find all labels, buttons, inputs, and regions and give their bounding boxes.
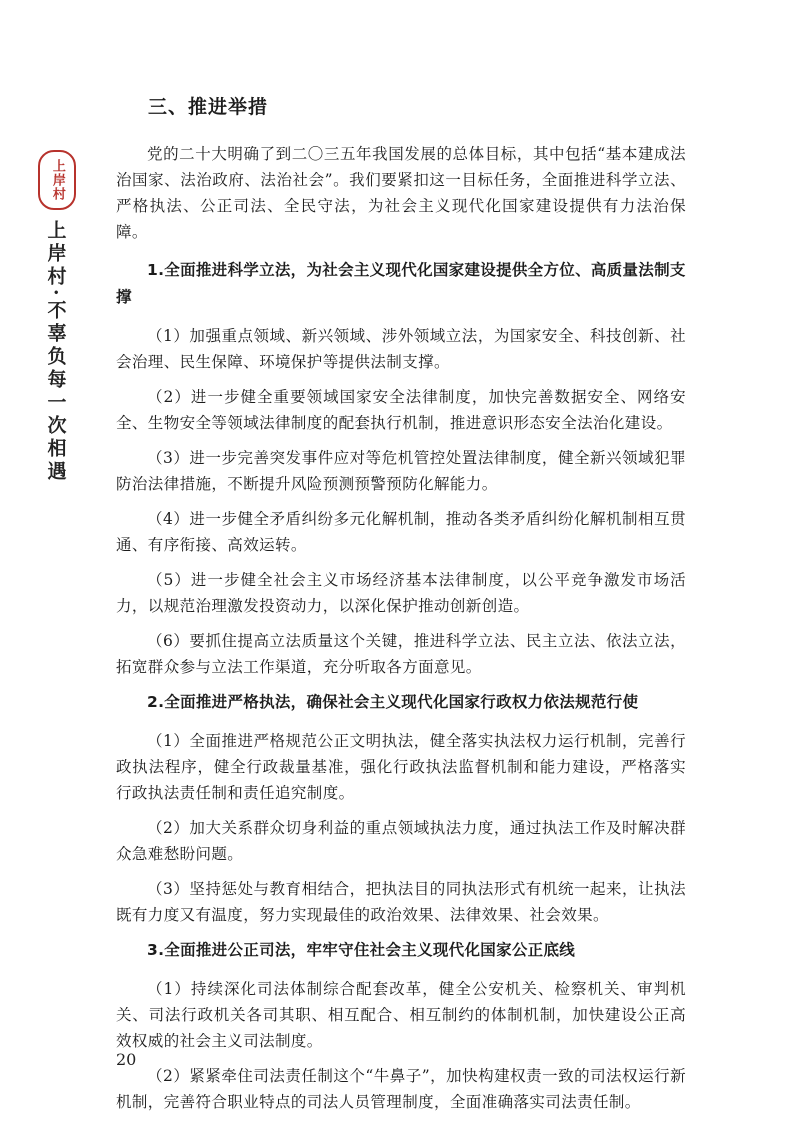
list-item: （2）加大关系群众切身利益的重点领域执法力度，通过执法工作及时解决群众急难愁盼问题。	[116, 819, 686, 863]
side-motto: 上岸村·不辜负每一次相遇	[44, 220, 67, 484]
side-brand	[38, 150, 74, 484]
list-item: （3）进一步完善突发事件应对等危机管控处置法律制度，健全新兴领域犯罪防治法律措施，不断提升风险预测预警预防化解能力。	[116, 449, 686, 493]
list-item: （6）要抓住提高立法质量这个关键，推进科学立法、民主立法、依法立法，拓宽群众参与立法工作渠道，充分听取各方面意见。	[116, 632, 686, 676]
subsection-heading-2: 2.全面推进严格执法，确保社会主义现代化国家行政权力依法规范行使	[147, 693, 639, 711]
list-item: （1）全面推进严格规范公正文明执法，健全落实执法权力运行机制，完善行政执法程序，健全行政裁量基准，强化行政执法监督机制和能力建设，严格落实行政执法责任制和责任追究制度。	[116, 732, 686, 802]
section-title: 三、推进举措	[148, 96, 269, 118]
subsection-heading-3: 3.全面推进公正司法，牢牢守住社会主义现代化国家公正底线	[147, 941, 576, 959]
list-item: （1）加强重点领域、新兴领域、涉外领域立法，为国家安全、科技创新、社会治理、民生保障、环境保护等提供法制支撑。	[116, 327, 686, 371]
intro-paragraph: 党的二十大明确了到二〇三五年我国发展的总体目标，其中包括“基本建成法治国家、法治政府、法治社会”。我们要紧扣这一目标任务，全面推进科学立法、严格执法、公正司法、全民守法，为社会主义现代化国家建设提供有力法治保障。	[116, 145, 686, 241]
list-item: （1）持续深化司法体制综合配套改革，健全公安机关、检察机关、审判机关、司法行政机关各司其职、相互配合、相互制约的体制机制，加快建设公正高效权威的社会主义司法制度。	[116, 980, 686, 1050]
list-item: （5）进一步健全社会主义市场经济基本法律制度，以公平竞争激发市场活力，以规范治理激发投资动力，以深化保护推动创新创造。	[116, 571, 686, 615]
page-number: 20	[116, 1050, 137, 1069]
list-item: （4）进一步健全矛盾纠纷多元化解机制，推动各类矛盾纠纷化解机制相互贯通、有序衔接、高效运转。	[116, 510, 686, 554]
list-item: （3）坚持惩处与教育相结合，把执法目的同执法形式有机统一起来，让执法既有力度又有温度，努力实现最佳的政治效果、法律效果、社会效果。	[116, 880, 686, 924]
list-item: （2）紧紧牵住司法责任制这个“牛鼻子”，加快构建权责一致的司法权运行新机制，完善符合职业特点的司法人员管理制度，全面准确落实司法责任制。	[116, 1067, 686, 1111]
seal-logo: 上岸村	[38, 150, 76, 210]
list-item: （2）进一步健全重要领域国家安全法律制度，加快完善数据安全、网络安全、生物安全等领域法律制度的配套执行机制，推进意识形态安全法治化建设。	[116, 388, 686, 432]
subsection-heading-1: 1.全面推进科学立法，为社会主义现代化国家建设提供全方位、高质量法制支撑	[116, 261, 686, 306]
page-content	[116, 92, 686, 1124]
